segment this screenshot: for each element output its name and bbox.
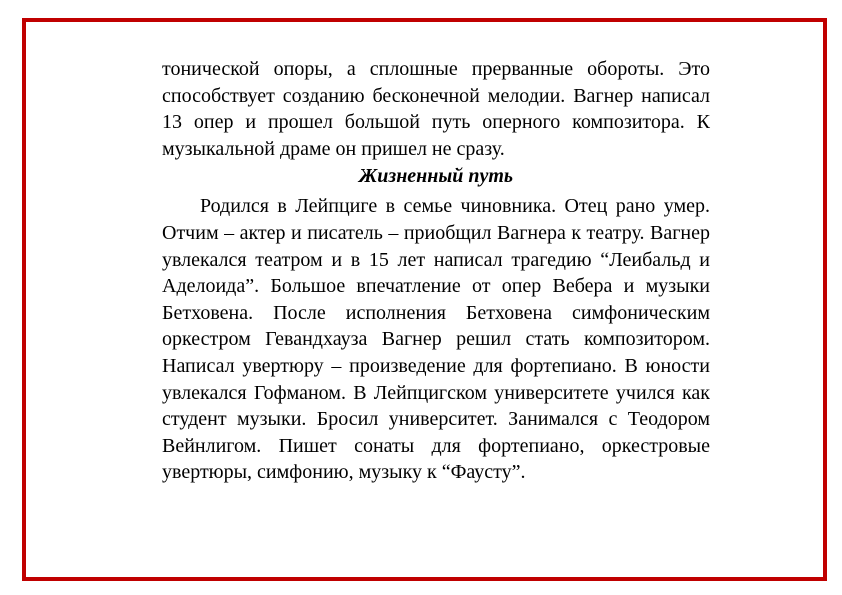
document-body	[162, 56, 710, 486]
paragraph-continued: тонической опоры, а сплошные прерванные обороты. Это способствует созданию бесконечной мелодии. Вагнер написал 13 опер и прошел большой путь оперного композитора. К музыкальной драме он пришел не сразу.	[162, 58, 710, 160]
section-heading: Жизненный путь	[358, 165, 514, 188]
paragraph-biography: Родился в Лейпциге в семье чиновника. Отец рано умер. Отчим – актер и писатель – приобщил Вагнера к театру. Вагнер увлекался театром и в 15 лет написал трагедию “Леибальд и Аделоида”. Большое впечатление от опер Вебера и музыки Бетховена. После исполнения Бетховена симфоническим оркестром Гевандхауза Вагнер решил стать композитором. Написал увертюру – произведение для фортепиано. В юности увлекался Гофманом. В Лейпцигском университете учился как студент музыки. Бросил университет. Занимался с Теодором Вейнлигом. Пишет сонаты для фортепиано, оркестровые увертюры, симфонию, музыку к “Фаусту”.	[162, 195, 710, 484]
